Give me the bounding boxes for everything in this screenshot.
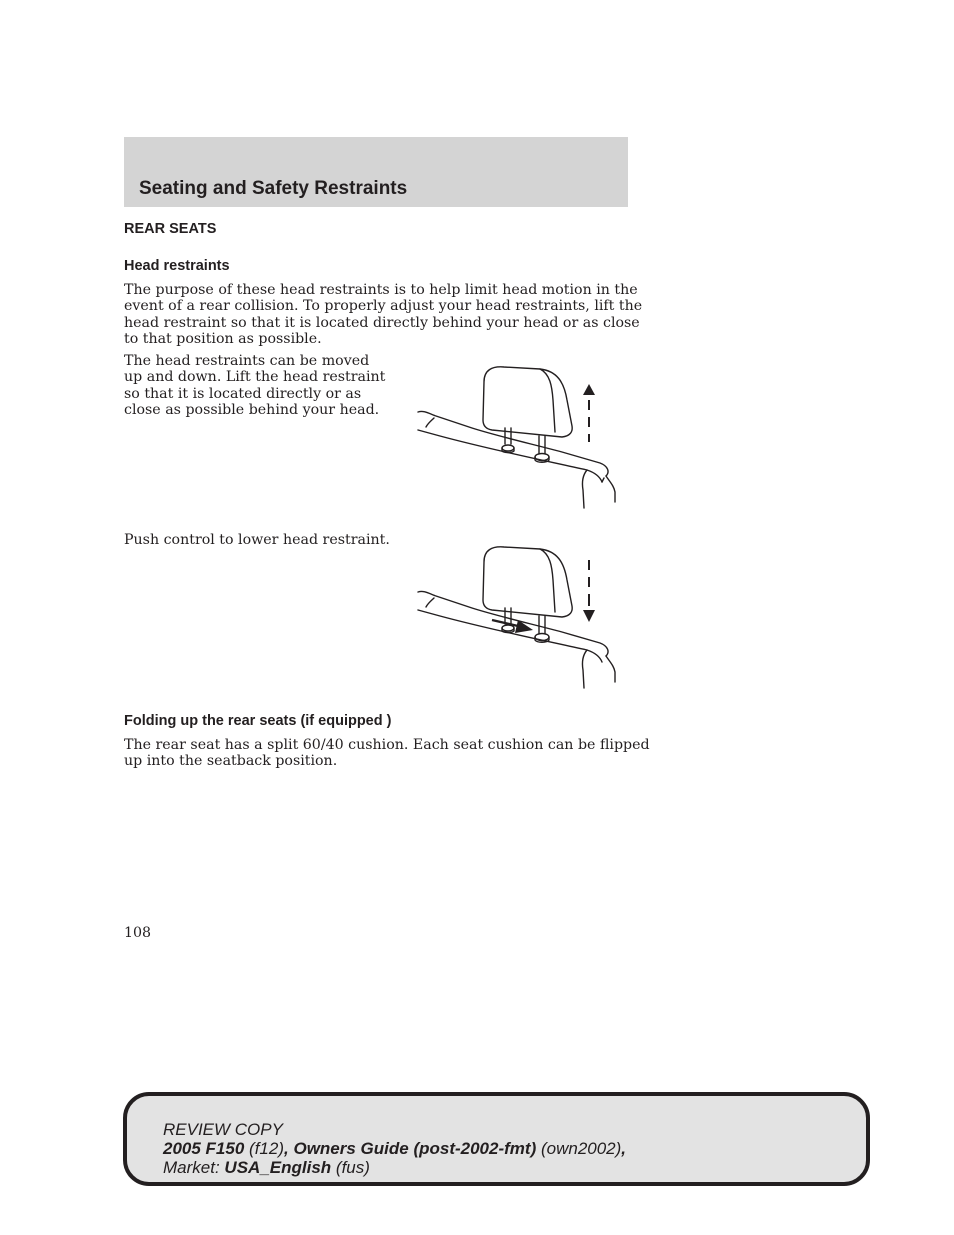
text-line: event of a rear collision. To properly adjust your head restraints, lift the xyxy=(124,298,643,315)
footer-market-label: Market: xyxy=(163,1158,220,1177)
page-number: 108 xyxy=(124,925,152,941)
subsection-heading-head-restraints: Head restraints xyxy=(124,258,230,274)
text-line: The rear seat has a split 60/40 cushion. Each seat cushion can be flipped xyxy=(124,737,650,753)
footer-model: 2005 F150 xyxy=(163,1139,245,1158)
section-header-band xyxy=(124,137,628,207)
text-line: close as possible behind your head. xyxy=(124,401,380,418)
text-line: to that position as possible. xyxy=(124,330,322,347)
text-line: The purpose of these head restraints is to help limit head motion in the xyxy=(124,282,638,298)
arrow-up-icon xyxy=(583,384,595,442)
paragraph-folding xyxy=(124,737,650,770)
footer-guide: Owners Guide (post-2002-fmt) xyxy=(293,1139,537,1158)
paragraph-lower-instructions: Push control to lower head restraint. xyxy=(124,532,390,548)
paragraph-raise-instructions xyxy=(124,353,385,418)
head-restraint-raise-illustration xyxy=(412,360,622,515)
footer-separator: , xyxy=(284,1139,289,1158)
footer-guide-code: (own2002) xyxy=(540,1139,622,1158)
text-line: up and down. Lift the head restraint xyxy=(124,369,386,386)
footer-text xyxy=(163,1120,626,1177)
head-restraint-lower-illustration xyxy=(412,540,622,695)
footer-market: USA_English xyxy=(224,1158,332,1177)
section-heading: REAR SEATS xyxy=(124,221,217,237)
review-copy-label: REVIEW COPY xyxy=(163,1120,283,1139)
text-line: up into the seatback position. xyxy=(124,753,338,770)
subsection-heading-folding: Folding up the rear seats (if equipped ) xyxy=(124,713,392,729)
footer-separator: , xyxy=(621,1139,627,1158)
text-line: so that it is located directly or as xyxy=(124,385,362,402)
paragraph-head-restraints-intro xyxy=(124,282,642,347)
text-line: head restraint so that it is located directly behind your head or as close xyxy=(124,314,640,331)
text-line: The head restraints can be moved xyxy=(124,353,370,369)
page-title: Seating and Safety Restraints xyxy=(139,178,408,199)
review-copy-footer xyxy=(123,1092,870,1186)
footer-model-code: (f12) xyxy=(249,1139,284,1158)
footer-market-code: (fus) xyxy=(335,1158,370,1177)
arrow-down-icon xyxy=(583,560,595,622)
